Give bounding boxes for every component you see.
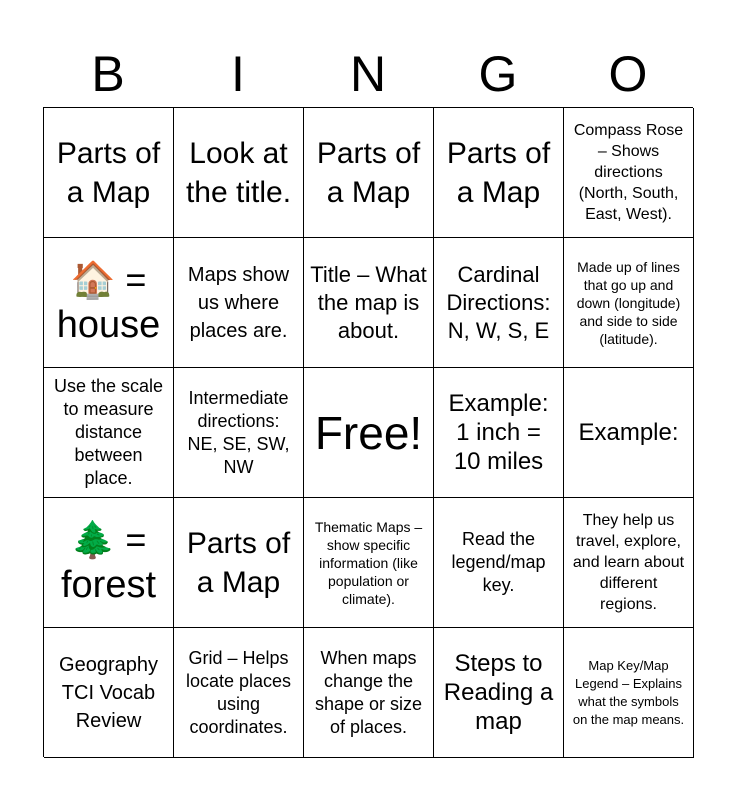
cell-text: Use the scale to measure distance between place. bbox=[53, 376, 164, 488]
cell-text: Parts of a Map bbox=[186, 526, 291, 599]
bingo-cell[interactable] bbox=[174, 628, 304, 758]
cell-text: Steps to Reading a map bbox=[443, 650, 554, 735]
bingo-cell[interactable] bbox=[44, 108, 174, 238]
bingo-cell[interactable] bbox=[434, 498, 564, 628]
cell-text: Maps show us where places are. bbox=[187, 263, 290, 342]
bingo-cell[interactable] bbox=[304, 628, 434, 758]
cell-text: Made up of lines that go up and down (longitude) and side to side (latitude). bbox=[576, 258, 681, 347]
header-letter-b: B bbox=[91, 46, 125, 102]
bingo-cell[interactable] bbox=[174, 498, 304, 628]
bingo-cell[interactable] bbox=[304, 238, 434, 368]
evergreen-tree-icon: 🌲 bbox=[70, 518, 116, 560]
bingo-cell[interactable] bbox=[434, 368, 564, 498]
header-letter-n: N bbox=[349, 46, 387, 102]
bingo-cell[interactable] bbox=[564, 628, 694, 758]
cell-text: Compass Rose – Shows directions (North, South, East, West). bbox=[573, 122, 684, 223]
bingo-cell[interactable] bbox=[564, 108, 694, 238]
cell-word: forest bbox=[60, 563, 157, 606]
bingo-header bbox=[43, 40, 693, 108]
cell-text: Parts of a Map bbox=[446, 136, 551, 209]
equals-sign: = bbox=[125, 258, 147, 300]
emoji-equation bbox=[71, 518, 147, 562]
cell-word: house bbox=[56, 303, 161, 346]
cell-text: Parts of a Map bbox=[316, 136, 421, 209]
cell-text: They help us travel, explore, and learn about different regions. bbox=[572, 512, 685, 613]
bingo-cell[interactable] bbox=[44, 238, 174, 368]
free-space-text: Free! bbox=[314, 406, 423, 459]
bingo-cell[interactable] bbox=[44, 498, 174, 628]
cell-text: Grid – Helps locate places using coordinates. bbox=[185, 647, 292, 737]
cell-text: Map Key/Map Legend – Explains what the symbols on the map means. bbox=[572, 657, 685, 727]
cell-text: Example: bbox=[578, 419, 679, 446]
bingo-cell[interactable] bbox=[304, 498, 434, 628]
header-letter-o: O bbox=[608, 46, 648, 102]
bingo-cell[interactable] bbox=[564, 368, 694, 498]
cell-text: When maps change the shape or size of places. bbox=[314, 647, 423, 737]
bingo-cell[interactable] bbox=[44, 628, 174, 758]
bingo-cell[interactable] bbox=[174, 238, 304, 368]
cell-text: Thematic Maps – show specific information (like population or climate). bbox=[314, 518, 423, 607]
cell-text: Example: 1 inch = 10 miles bbox=[448, 390, 549, 475]
bingo-cell[interactable] bbox=[174, 368, 304, 498]
cell-text: Geography TCI Vocab Review bbox=[59, 653, 158, 732]
free-space-cell[interactable] bbox=[304, 368, 434, 498]
header-letter-i: I bbox=[231, 46, 245, 102]
bingo-cell[interactable] bbox=[434, 108, 564, 238]
bingo-cell[interactable] bbox=[434, 238, 564, 368]
bingo-cell[interactable] bbox=[434, 628, 564, 758]
header-letter-g: G bbox=[478, 46, 518, 102]
cell-text: Title – What the map is about. bbox=[310, 261, 427, 343]
house-icon: 🏠 bbox=[70, 258, 116, 300]
bingo-cell[interactable] bbox=[304, 108, 434, 238]
equals-sign: = bbox=[125, 518, 147, 560]
bingo-cell[interactable] bbox=[564, 238, 694, 368]
cell-text: Look at the title. bbox=[185, 136, 292, 209]
cell-text: Parts of a Map bbox=[56, 136, 161, 209]
emoji-equation bbox=[71, 258, 147, 302]
cell-text: Read the legend/map key. bbox=[451, 529, 546, 595]
bingo-card bbox=[43, 107, 693, 757]
bingo-cell[interactable] bbox=[174, 108, 304, 238]
cell-text: Intermediate directions: NE, SE, SW, NW bbox=[187, 387, 290, 477]
bingo-cell[interactable] bbox=[44, 368, 174, 498]
cell-text: Cardinal Directions: N, W, S, E bbox=[446, 261, 551, 343]
bingo-cell[interactable] bbox=[564, 498, 694, 628]
